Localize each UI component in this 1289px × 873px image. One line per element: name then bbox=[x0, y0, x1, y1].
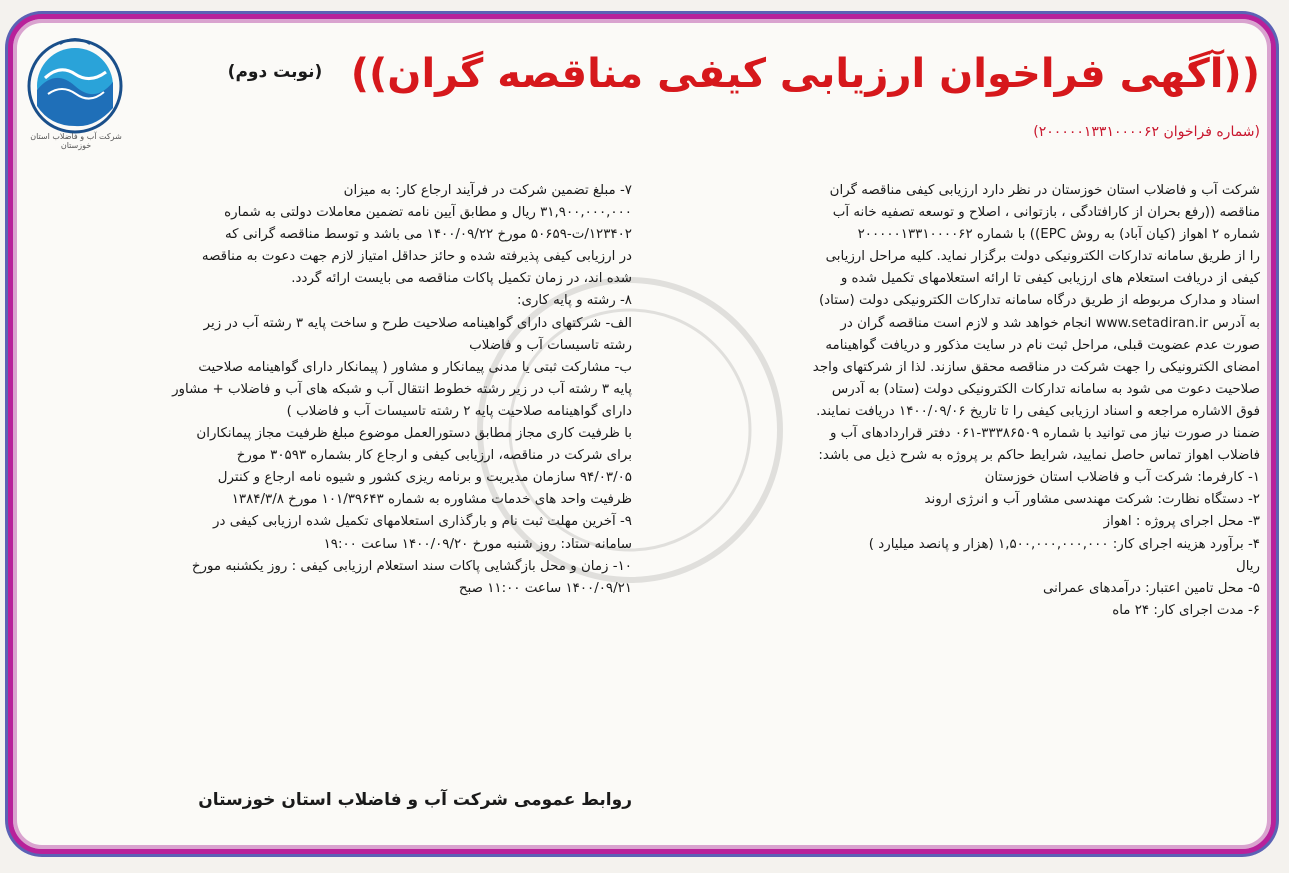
condition-item: ۳- محل اجرای پروژه : اهواز bbox=[1103, 514, 1260, 530]
condition-item: ۷- مبلغ تضمین شرکت در فرآیند ارجاع کار: به میزان bbox=[343, 183, 632, 198]
page-title: ((آگهی فراخوان ارزیابی کیفی مناقصه گران)) bbox=[350, 51, 1260, 97]
condition-item: ۱۴۰۰/۰۹/۲۱ ساعت ۱۱:۰۰ صبح bbox=[458, 580, 632, 596]
body-line: به آدرس www.setadiran.ir انجام خواهد شد و لازم است مناقصه گران در bbox=[840, 315, 1260, 331]
body-line: را از طریق سامانه تدارکات الکترونیکی دولت برگزار نماید. کلیه مراحل ارزیابی bbox=[825, 249, 1260, 265]
condition-item: شده اند، در زمان تکمیل پاکات مناقصه می بایست ارائه گردد. bbox=[291, 271, 632, 287]
condition-item: ۴- برآورد هزینه اجرای کار: ۱,۵۰۰,۰۰۰,۰۰۰,۰۰۰ (هزار و پانصد میلیارد ) bbox=[868, 536, 1260, 552]
company-logo bbox=[20, 28, 130, 148]
condition-item: ۲- دستگاه نظارت: شرکت مهندسی مشاور آب و انرژی اروند bbox=[924, 492, 1260, 508]
body-line: اسناد و مدارک مربوطه از طریق درگاه سامانه تدارکات الکترونیکی دولت (ستاد) bbox=[818, 293, 1260, 309]
signature-line: روابط عمومی شرکت آب و فاضلاب استان خوزستان bbox=[198, 790, 632, 810]
round-badge: (نوبت دوم) bbox=[227, 62, 323, 82]
call-number: (شماره فراخوان ۲۰۰۰۰۰۱۳۳۱۰۰۰۰۶۲) bbox=[1033, 124, 1260, 140]
condition-item: ۶- مدت اجرای کار: ۲۴ ماه bbox=[1112, 602, 1260, 618]
condition-item: ۸- رشته و پایه کاری: bbox=[516, 293, 632, 309]
condition-item: دارای گواهینامه صلاحیت پایه ۲ رشته تاسیسات آب و فاضلاب ) bbox=[286, 403, 632, 419]
condition-item: ۹۴/۰۳/۰۵ سازمان مدیریت و برنامه ریزی کشور و شیوه نامه ارجاع و کنترل bbox=[217, 470, 632, 486]
body-line: صورت عدم عضویت قبلی، مراحل ثبت نام در سایت مذکور و دریافت گواهینامه bbox=[825, 337, 1260, 353]
condition-item: ۵- محل تامین اعتبار: درآمدهای عمرانی bbox=[1042, 580, 1260, 596]
body-line: کیفی از دریافت استعلام های ارزیابی کیفی تا ارائه استعلامهای تکمیل شده و bbox=[840, 271, 1260, 287]
body-line: فاضلاب اهواز تماس حاصل نمایید، شرایط حاکم بر پروژه به شرح ذیل می باشد: bbox=[818, 448, 1260, 464]
notice-body-right bbox=[654, 180, 1260, 622]
condition-item: ۱۲۳۴۰۲/ت-۵۰۶۵۹ مورخ ۱۴۰۰/۰۹/۲۲ می باشد و توسط مناقصه گرانی که bbox=[225, 227, 632, 243]
condition-item: ظرفیت واحد های خدمات مشاوره به شماره ۱۰۱/۳۹۶۴۳ مورخ ۱۳۸۴/۳/۸ bbox=[231, 492, 632, 508]
body-line: شرکت آب و فاضلاب استان خوزستان در نظر دارد ارزیابی کیفی مناقصه گران bbox=[829, 183, 1260, 198]
condition-item: پایه ۳ رشته آب در زیر رشته خطوط انتقال آب و شبکه های آب و فاضلاب + مشاور bbox=[172, 381, 632, 397]
condition-item: ب- مشارکت ثبتی یا مدنی پیمانکار و مشاور ( پیمانکار دارای گواهینامه صلاحیت bbox=[198, 359, 632, 375]
condition-item: رشته تاسیسات آب و فاضلاب bbox=[469, 337, 632, 353]
condition-item: الف- شرکتهای دارای گواهینامه صلاحیت طرح و ساخت پایه ۳ رشته آب در زیر bbox=[203, 315, 632, 331]
condition-item: برای شرکت در مناقصه، ارزیابی کیفی و ارجاع کار بشماره ۳۰۵۹۳ مورخ bbox=[236, 448, 632, 464]
condition-item: در ارزیابی کیفی پذیرفته شده و حائز حداقل امتیاز لازم جهت دعوت به مناقصه bbox=[201, 249, 632, 265]
notice-body-left bbox=[22, 180, 632, 600]
condition-item: ۱- کارفرما: شرکت آب و فاضلاب استان خوزستان bbox=[984, 470, 1260, 486]
condition-item: ریال bbox=[1235, 558, 1260, 574]
body-line: شماره ۲ اهواز (کیان آباد) به روش EPC)) با شماره ۲۰۰۰۰۰۱۳۳۱۰۰۰۰۶۲ bbox=[857, 227, 1260, 243]
body-line: ضمنا در صورت نیاز می توانید با شماره ۳۳۳۸۶۵۰۹-۰۶۱ دفتر قراردادهای آب و bbox=[829, 426, 1260, 442]
condition-item: ۹- آخرین مهلت ثبت نام و بارگذاری استعلامهای تکمیل شده ارزیابی کیفی در bbox=[213, 514, 632, 530]
condition-item: ۳۱,۹۰۰,۰۰۰,۰۰۰ ریال و مطابق آیین نامه تضمین معاملات دولتی به شماره bbox=[224, 205, 632, 221]
body-line: امضای الکترونیکی را جهت شرکت در مناقصه محقق سازند. لذا از شرکتهای واجد bbox=[812, 359, 1260, 375]
body-line: فوق الاشاره مراجعه و اسناد ارزیابی کیفی را تا تاریخ ۱۴۰۰/۰۹/۰۶ دریافت نمایند. bbox=[816, 403, 1260, 419]
body-line: صلاحیت دعوت می شود به سامانه تدارکات الکترونیکی دولت (ستاد) به آدرس bbox=[831, 381, 1260, 397]
body-line: مناقصه ((رفع بحران از کارافتادگی ، بازتوانی ، اصلاح و توسعه تصفیه خانه آب bbox=[832, 205, 1260, 221]
condition-item: سامانه ستاد: روز شنبه مورخ ۱۴۰۰/۰۹/۲۰ ساعت ۱۹:۰۰ bbox=[323, 536, 632, 552]
condition-item: ۱۰- زمان و محل بازگشایی پاکات سند استعلام ارزیابی کیفی : روز یکشنبه مورخ bbox=[191, 558, 632, 574]
condition-item: با ظرفیت کاری مجاز مطابق دستورالعمل موضوع مبلغ ظرفیت مجاز پیمانکاران bbox=[196, 426, 632, 442]
logo-caption: شرکت آب و فاضلاب استان خوزستان bbox=[30, 132, 122, 150]
